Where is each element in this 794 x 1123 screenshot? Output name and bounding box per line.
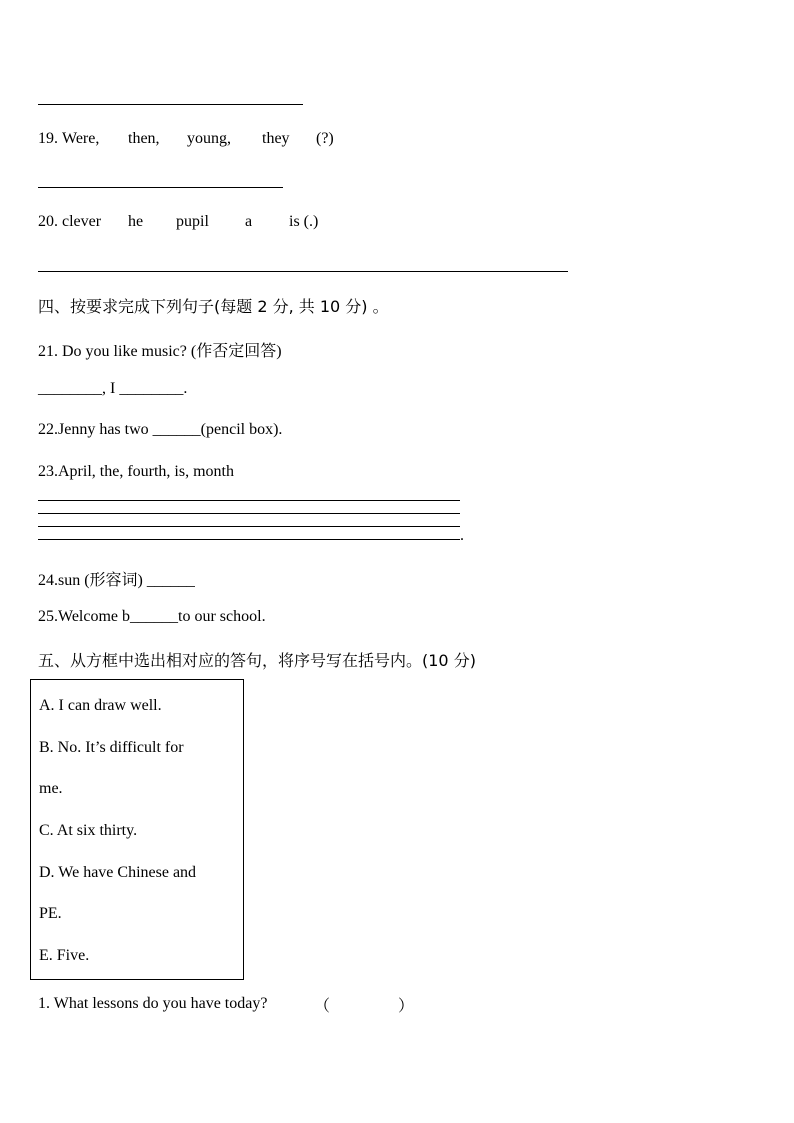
q1-text: 1. What lessons do you have today? bbox=[38, 995, 268, 1012]
q1-paren-close: ） bbox=[398, 998, 415, 1015]
q19-word-3: young, bbox=[187, 130, 231, 147]
question-25: 25.Welcome b______to our school. bbox=[38, 608, 266, 625]
question-23: 23.April, the, fourth, is, month bbox=[38, 463, 234, 480]
q19-word-1: Were, bbox=[62, 130, 100, 147]
answer-line-19[interactable] bbox=[38, 187, 283, 188]
answer-line-23-3[interactable] bbox=[38, 526, 460, 527]
q19-word-5: (?) bbox=[316, 130, 334, 147]
q21-answer-blanks[interactable]: ________, I ________. bbox=[38, 380, 188, 397]
question-21: 21. Do you like music? (作否定回答) bbox=[38, 343, 282, 360]
q20-word-5: is (.) bbox=[289, 213, 319, 230]
q20-word-1: clever bbox=[62, 213, 102, 230]
q20-word-2: he bbox=[128, 213, 144, 230]
q20-word-4: a bbox=[245, 213, 253, 230]
option-d-line-2: PE. bbox=[39, 905, 62, 922]
option-c: C. At six thirty. bbox=[39, 822, 138, 839]
q19-word-2: then, bbox=[128, 130, 160, 147]
q1-paren-open: （ bbox=[314, 998, 331, 1015]
option-a: A. I can draw well. bbox=[39, 697, 162, 714]
answer-line-23-1[interactable] bbox=[38, 500, 460, 501]
q20-number: 20. bbox=[38, 213, 58, 230]
question-24: 24.sun (形容词) ______ bbox=[38, 572, 195, 589]
q19-number: 19. bbox=[38, 130, 58, 147]
option-b-line-1: B. No. It’s difficult for bbox=[39, 739, 184, 756]
q1-answer-slot[interactable] bbox=[334, 995, 406, 1013]
answer-line-18[interactable] bbox=[38, 104, 303, 105]
q19-word-4: they bbox=[262, 130, 290, 147]
option-d-line-1: D. We have Chinese and bbox=[39, 864, 197, 881]
answer-options-box bbox=[30, 679, 244, 980]
answer-line-20[interactable] bbox=[38, 271, 568, 272]
option-e: E. Five. bbox=[39, 947, 90, 964]
answer-line-23-4[interactable] bbox=[38, 539, 460, 540]
q23-end-mark: . bbox=[460, 527, 464, 544]
section-4-heading: 四、按要求完成下列句子(每题 2 分, 共 10 分) 。 bbox=[38, 297, 389, 316]
q20-word-3: pupil bbox=[176, 213, 209, 230]
question-22: 22.Jenny has two ______(pencil box). bbox=[38, 421, 283, 438]
answer-line-23-2[interactable] bbox=[38, 513, 460, 514]
section-5-heading: 五、从方框中选出相对应的答句，将序号写在括号内。(10 分) bbox=[38, 651, 476, 670]
option-b-line-2: me. bbox=[39, 780, 63, 797]
